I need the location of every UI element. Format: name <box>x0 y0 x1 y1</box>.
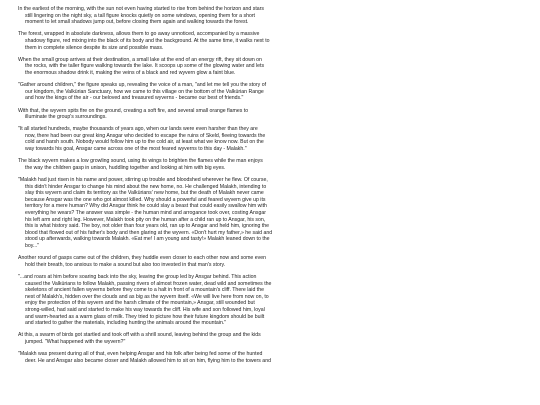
story-paragraph-9: Another round of gasps came out of the children, they huddle even closer to each other now and some even hold their breath, too anxious to make a sound but also too invested in that man's story. <box>18 255 267 268</box>
story-paragraph-11: At this, a swarm of birds got startled and took off with a shrill sound, leaving behind the group and the kids jumped. "What happened with the wyvern?" <box>18 332 261 345</box>
story-paragraph-1: In the earliest of the morning, with the sun not even having started to rise from behind the horizon and stars still lingering on the night sky, a tall figure knocks quietly on some windows, opening them for a short moment to let small shadows jump out, before closing them again and walking towards the forest. <box>18 6 264 26</box>
story-paragraph-5: With that, the wyvern spits fire on the ground, creating a soft fire, and several small orange flames to illuminate the group's surroundings. <box>18 107 249 121</box>
story-paragraph-2: The forest, wrapped in absolute darkness, allows them to go away unnoticed, accompanied by a massive shadowy figure, red mixing into the black of its body and the background. At the same time, it walks next to them in complete silence despite its size and possible mass. <box>18 31 270 51</box>
story-paragraph-10: "...and roars at him before soaring back into the sky, leaving the group led by Ansgar behind. This action caused the Valkürians to follow Malakh, passing rivers of almost frozen water, dead wild and sometimes the skeletons of ancient fallen wyverns before they come to a halt in front of a mountain's cliff. There laid the nest of Malakh's, hidden over the clouds and as big as the wyvern itself. «We will live here from now on, to enjoy the protection of this wyvern and the harsh climate of the mountain,» Ansgar, still wounded but strong-willed, had said and started to make his way towards the cliff. His wife and son followed him, loyal and warm-hearted as a warm glass of milk. They tried to picture how their future kingdom should be built and started to gather the materials, including hunting the animals around the mountain." <box>18 273 272 327</box>
story-paragraph-8: "Malakh had just risen in his name and power, stirring up trouble and bloodshed wherever he flew. Of course, this didn't hinder Ansgar to change his mind about the new home, no. He challenged Malakh, intending to slay this wyvern and claim its territory as the Valkürians' new home, but the death of Malakh never came because Ansgar was the one who got almost killed. Why should a powerful and feared wyvern give up its territory for a mere human? Why did Ansgar think he could slay a beast that could easily swallow him with everything he wears? The answer was simple - the human mind and arrogance took over, costing Ansgar his left arm and right leg. However, Malakh took pity on the human after a child ran up to Ansgar, his son, this is what history said. The boy, not older than four years old, ran up to Ansgar and held him, ignoring the blood that flowed out of his father's body and then glaring at the wyvern. «Don't hurt my father,» he said and stood up afterwards, walking towards Malakh. «Eat me! I am young and tasty!» Malakh leaned down to the boy..." <box>18 177 273 249</box>
story-paragraph-12: "Malakh was present during all of that, even helping Ansgar and his folk after being fed some of the hunted deer. He and Ansgar also became closer and Malakh allowed him to sit on him, flying him to the towers and <box>18 351 271 364</box>
story-paragraph-6: "It all started hundreds, maybe thousands of years ago, when our lands were even harsher than they are now, there had been our great king Ansgar who decided to escape the ruins of Skeld, fleeing towards the cold and harsh south. Nobody would follow him up to the cold air, at least what we know now. But on the way towards his goal, Ansgar came across one of the most feared wyverns to this day - Malakh." <box>18 126 266 153</box>
story-paragraph-3: When the small group arrives at their destination, a small lake at the end of an energy rift, they sit down on the rocks, with the taller figure walking towards the lake. It scoops up some of the glowing water and lets the enormous shadow drink it, making the veins of a black and red wyvern glow a faint blue. <box>18 56 265 76</box>
story-paragraph-7: The black wyvern makes a low growling sound, using its wings to brighten the flames while the man enjoys the way the children gasp in unison, huddling together and looking at him with big eyes. <box>18 158 263 171</box>
story-paragraph-4: "Gather around children," the figure speaks up, revealing the voice of a man, "and let me tell you the story of our kingdom, the Valkürian Sanctuary, how we came to this village on the bottom of the Valkürian Range and how the kings of the air - our beloved and treasured wyverns - became our best of friends." <box>18 82 267 102</box>
